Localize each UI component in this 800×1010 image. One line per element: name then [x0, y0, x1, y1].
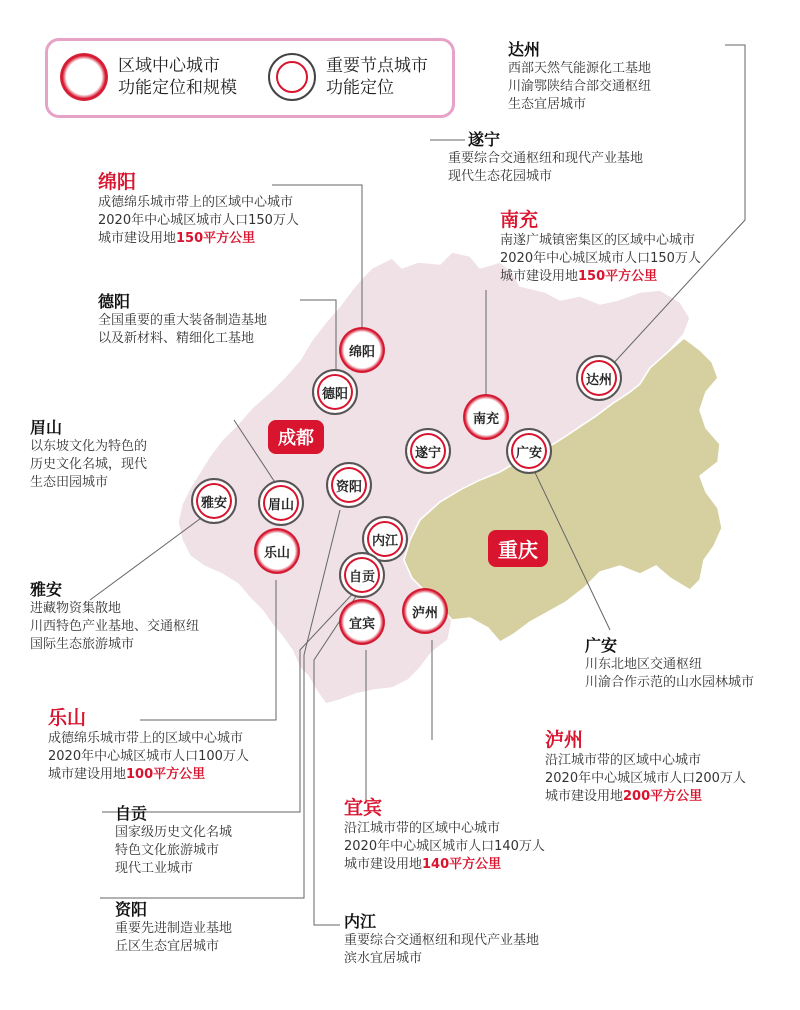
legend-node-label-2: 功能定位	[326, 78, 394, 98]
center-city-symbol-icon	[60, 53, 108, 101]
city-info-luzhou	[545, 728, 746, 806]
city-desc-line: 生态宜居城市	[508, 97, 587, 112]
city-name: 广安	[585, 636, 618, 655]
city-desc-line: 川渝合作示范的山水园林城市	[585, 675, 755, 690]
map-legend	[45, 38, 455, 118]
city-desc-line: 进藏物资集散地	[30, 601, 122, 616]
city-desc-line: 成德绵乐城市带上的区域中心城市	[48, 731, 244, 746]
city-desc-line: 重要综合交通枢纽和现代产业基地	[344, 933, 540, 948]
city-desc-line: 以东坡文化为特色的	[30, 439, 148, 454]
city-desc-line: 历史文化名城，现代	[30, 457, 148, 472]
marker-luzhou: 泸州	[402, 588, 448, 634]
city-info-mianyang	[98, 170, 299, 248]
city-name: 内江	[344, 912, 377, 931]
marker-dazhou: 达州	[576, 355, 622, 401]
city-name: 乐山	[48, 707, 87, 729]
city-desc-line: 2020年中心城区城市人口140万人	[344, 839, 545, 854]
city-name: 达州	[508, 40, 541, 59]
city-name: 遂宁	[468, 130, 501, 149]
city-info-neijiang	[344, 912, 539, 968]
marker-nanchong: 南充	[463, 394, 509, 440]
land-use-value: 200平方公里	[623, 789, 703, 804]
city-desc-line: 国际生态旅游城市	[30, 637, 135, 652]
city-info-guangan	[585, 636, 754, 692]
land-use-label: 城市建设用地	[545, 789, 624, 804]
city-name: 雅安	[30, 580, 63, 599]
city-desc-line: 特色文化旅游城市	[115, 843, 220, 858]
city-info-yibin	[344, 796, 545, 874]
land-use-label: 城市建设用地	[98, 231, 177, 246]
city-desc-line: 2020年中心城区城市人口150万人	[98, 213, 299, 228]
city-name: 资阳	[115, 900, 148, 919]
city-desc-line: 沿江城市带的区域中心城市	[344, 821, 501, 836]
city-info-zigong	[115, 804, 232, 878]
marker-yaan: 雅安	[191, 478, 237, 524]
city-desc-line: 川西特色产业基地、交通枢纽	[30, 619, 200, 634]
city-desc-line: 2020年中心城区城市人口200万人	[545, 771, 746, 786]
legend-center-city	[60, 53, 237, 101]
land-use-value: 150平方公里	[176, 231, 256, 246]
node-city-symbol-icon	[268, 53, 316, 101]
legend-node-label-1: 重要节点城市	[326, 56, 428, 76]
land-use-label: 城市建设用地	[500, 269, 579, 284]
city-info-deyang	[98, 292, 267, 348]
land-use-value: 100平方公里	[126, 767, 206, 782]
city-desc-line: 南遂广城镇密集区的区域中心城市	[500, 233, 696, 248]
city-info-ziyang	[115, 900, 232, 956]
city-desc-line: 全国重要的重大装备制造基地	[98, 313, 268, 328]
city-info-dazhou	[508, 40, 651, 114]
chongqing-label: 重庆	[488, 530, 548, 567]
city-info-yaan	[30, 580, 199, 654]
city-desc-line: 生态田园城市	[30, 475, 109, 490]
chengdu-label: 成都	[268, 420, 324, 454]
city-name: 德阳	[98, 292, 131, 311]
marker-suining: 遂宁	[405, 428, 451, 474]
city-info-nanchong	[500, 208, 701, 286]
marker-guangan: 广安	[506, 428, 552, 474]
legend-center-label-2: 功能定位和规模	[118, 78, 237, 98]
marker-leshan: 乐山	[254, 528, 300, 574]
legend-center-label-1: 区域中心城市	[118, 56, 220, 76]
city-desc-line: 川渝鄂陕结合部交通枢纽	[508, 79, 652, 94]
city-desc-line: 2020年中心城区城市人口150万人	[500, 251, 701, 266]
marker-neijiang: 内江	[362, 516, 408, 562]
land-use-value: 150平方公里	[578, 269, 658, 284]
city-name: 眉山	[30, 418, 63, 437]
city-name: 南充	[500, 209, 539, 231]
city-name: 自贡	[115, 804, 148, 823]
marker-mianyang: 绵阳	[339, 327, 385, 373]
city-name: 宜宾	[344, 797, 383, 819]
city-desc-line: 西部天然气能源化工基地	[508, 61, 652, 76]
city-info-leshan	[48, 706, 249, 784]
city-desc-line: 滨水宜居城市	[344, 951, 423, 966]
city-desc-line: 现代生态花园城市	[448, 169, 553, 184]
city-desc-line: 沿江城市带的区域中心城市	[545, 753, 702, 768]
marker-meishan: 眉山	[258, 480, 304, 526]
city-desc-line: 川东北地区交通枢纽	[585, 657, 703, 672]
city-desc-line: 现代工业城市	[115, 861, 194, 876]
city-desc-line: 2020年中心城区城市人口100万人	[48, 749, 249, 764]
city-desc-line: 重要综合交通枢纽和现代产业基地	[448, 151, 644, 166]
marker-deyang: 德阳	[312, 369, 358, 415]
city-desc-line: 成德绵乐城市带上的区域中心城市	[98, 195, 294, 210]
city-desc-line: 国家级历史文化名城	[115, 825, 233, 840]
city-info-suining	[448, 130, 643, 186]
city-name: 绵阳	[98, 171, 137, 193]
marker-zigong: 自贡	[339, 552, 385, 598]
city-desc-line: 丘区生态宜居城市	[115, 939, 220, 954]
land-use-value: 140平方公里	[422, 857, 502, 872]
city-info-meishan	[30, 418, 147, 492]
city-desc-line: 以及新材料、精细化工基地	[98, 331, 255, 346]
marker-ziyang: 资阳	[326, 462, 372, 508]
land-use-label: 城市建设用地	[48, 767, 127, 782]
marker-yibin: 宜宾	[339, 599, 385, 645]
city-name: 泸州	[545, 729, 584, 751]
city-desc-line: 重要先进制造业基地	[115, 921, 233, 936]
land-use-label: 城市建设用地	[344, 857, 423, 872]
legend-node-city	[268, 53, 428, 101]
